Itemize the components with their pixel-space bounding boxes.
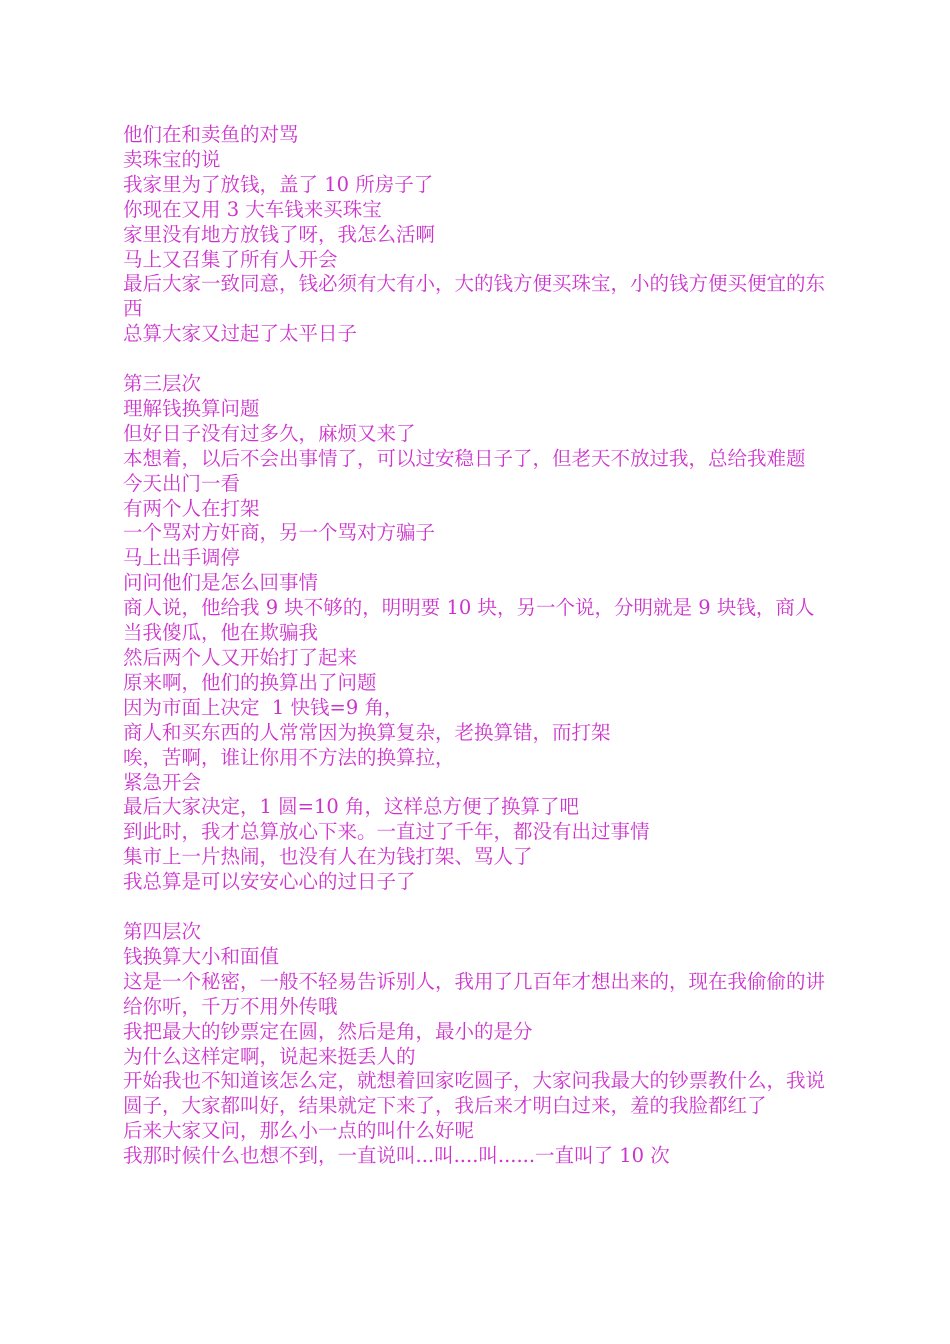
text-line: 有两个人在打架: [123, 496, 260, 520]
text-line: 钱换算大小和面值: [123, 944, 280, 968]
text-line: 卖珠宝的说: [123, 147, 221, 171]
text-line: 最后大家决定，1 圆=10 角，这样总方便了换算了吧: [123, 795, 579, 819]
text-line: 一个骂对方奸商，另一个骂对方骗子: [123, 521, 436, 545]
text-line: 但好日子没有过多久，麻烦又来了: [123, 421, 416, 445]
text-line: 后来大家又问，那么小一点的叫什么好呢: [123, 1119, 475, 1143]
text-line: 总算大家又过起了太平日子: [123, 322, 358, 346]
text-line: 紧急开会: [123, 770, 202, 794]
text-line: 马上出手调停: [123, 546, 241, 570]
text-line: 开始我也不知道该怎么定，就想着回家吃圆子，大家问我最大的钞票教什么，我说圆子，大家都叫好，结果就定下来了，我后来才明白过来，羞的我脸都红了: [123, 1069, 826, 1118]
section-2: [123, 372, 833, 895]
text-line: 问问他们是怎么回事情: [123, 571, 319, 595]
section-heading: 第三层次: [123, 372, 202, 396]
blank-line: [123, 895, 833, 920]
text-line: 我总算是可以安安心心的过日子了: [123, 870, 416, 894]
text-line: 因为市面上决定 1 快钱=9 角，: [123, 695, 404, 719]
text-line: 我那时候什么也想不到，一直说叫...叫....叫......一直叫了 10 次: [123, 1144, 670, 1168]
section-3: [123, 920, 833, 1169]
section-1: [123, 123, 833, 347]
text-line: 本想着，以后不会出事情了，可以过安稳日子了，但老天不放过我，总给我难题: [123, 446, 806, 470]
text-line: 家里没有地方放钱了呀，我怎么活啊: [123, 222, 436, 246]
text-line: 为什么这样定啊，说起来挺丢人的: [123, 1044, 416, 1068]
text-line: 商人和买东西的人常常因为换算复杂，老换算错，而打架: [123, 720, 611, 744]
text-line: 我把最大的钞票定在圆，然后是角，最小的是分: [123, 1019, 533, 1043]
text-line: 这是一个秘密，一般不轻易告诉别人，我用了几百年才想出来的，现在我偷偷的讲给你听，千万不用外传哦: [123, 969, 826, 1018]
text-line: 原来啊，他们的换算出了问题: [123, 670, 377, 694]
text-line: 唉，苦啊，谁让你用不方法的换算拉，: [123, 745, 455, 769]
text-line: 马上又召集了所有人开会: [123, 247, 338, 271]
text-line: 商人说，他给我 9 块不够的，明明要 10 块，另一个说，分明就是 9 块钱，商人当我傻瓜，他在欺骗我: [123, 596, 815, 645]
text-line: 最后大家一致同意，钱必须有大有小，大的钱方便买珠宝，小的钱方便买便宜的东西: [123, 272, 826, 321]
section-heading: 第四层次: [123, 919, 202, 943]
text-line: 理解钱换算问题: [123, 396, 260, 420]
document-page: [123, 123, 833, 1169]
text-line: 你现在又用 3 大车钱来买珠宝: [123, 197, 382, 221]
text-line: 到此时，我才总算放心下来。一直过了千年，都没有出过事情: [123, 820, 650, 844]
blank-line: [123, 347, 833, 372]
text-line: 然后两个人又开始打了起来: [123, 646, 358, 670]
text-line: 今天出门一看: [123, 471, 241, 495]
text-line: 集市上一片热闹，也没有人在为钱打架、骂人了: [123, 845, 533, 869]
text-line: 他们在和卖鱼的对骂: [123, 123, 299, 146]
text-line: 我家里为了放钱，盖了 10 所房子了: [123, 172, 434, 196]
